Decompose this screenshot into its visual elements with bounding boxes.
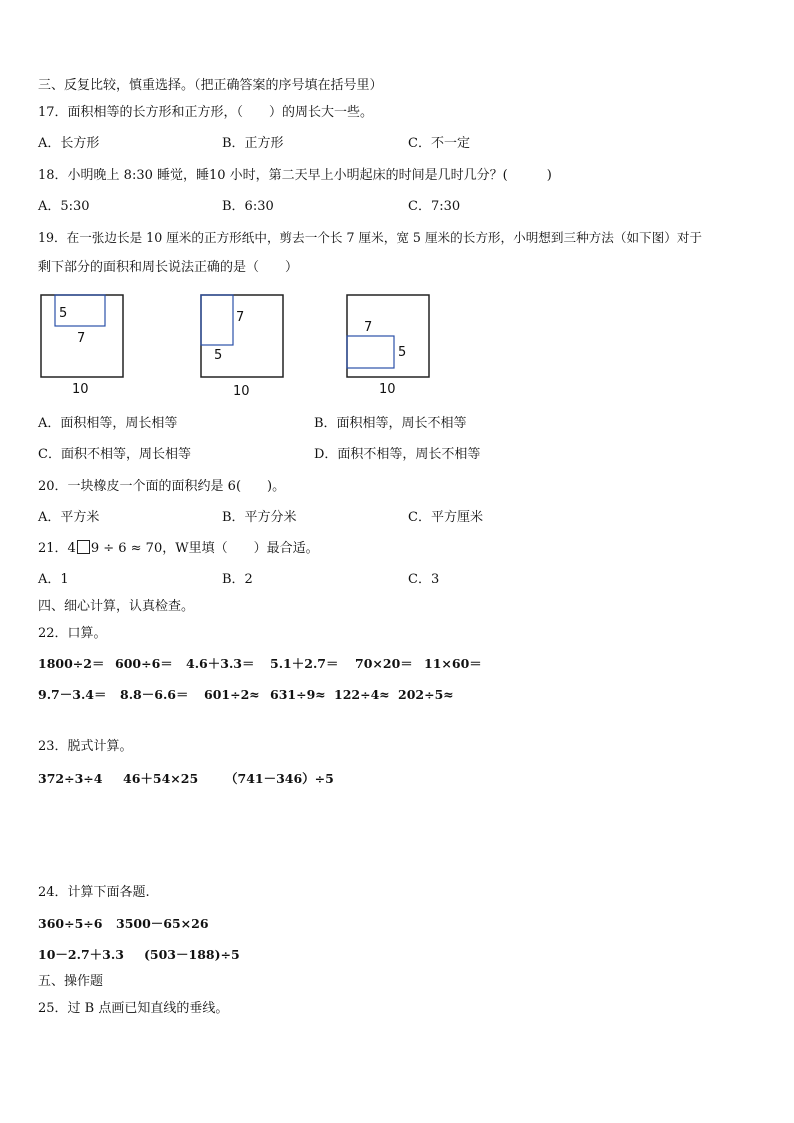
q19-figure-3-label-side: 10 (379, 382, 396, 397)
q18-option-a: A．5:30 (38, 199, 90, 214)
q19-figure-1-label-side: 10 (72, 382, 89, 397)
q19-figure-1-label-height: 5 (59, 306, 68, 321)
q22-item-9: 601÷2≈ (204, 687, 260, 702)
q19-option-d: D．面积不相等，周长不相等 (314, 447, 481, 462)
q19-figure-2-label-width: 7 (236, 310, 245, 325)
q19-stem-line1: 19．在一张边长是 10 厘米的正方形纸中，剪去一个长 7 厘米，宽 5 厘米的长方形，小明想到三种方法（如下图）对于 (38, 230, 703, 245)
q22-title: 22．口算。 (38, 626, 107, 641)
q19-figure-3 (342, 290, 442, 400)
q19-figure-2 (196, 290, 296, 402)
q19-figure-3-label-height: 5 (398, 345, 407, 360)
q19-figure-2-square (201, 295, 283, 377)
q23-item-3: （741－346）÷5 (225, 771, 334, 786)
q19-figure-3-label-width: 7 (364, 320, 373, 335)
q21-option-c: C．3 (408, 572, 440, 587)
q24-item-2: 3500－65×26 (116, 916, 209, 931)
q19-stem-line2: 剩下部分的面积和周长说法正确的是（ ） (38, 260, 299, 275)
q18-option-b: B．6:30 (222, 199, 274, 214)
q22-item-4: 5.1＋2.7＝ (270, 656, 339, 671)
q21-stem-suffix: 9 ÷ 6 ≈ 70，W里填（ ）最合适。 (90, 541, 319, 556)
q18-option-c: C．7:30 (408, 199, 461, 214)
q17-option-b: B．正方形 (222, 136, 284, 151)
q24-title: 24．计算下面各题. (38, 885, 150, 900)
q18-stem: 18．小明晚上 8:30 睡觉，睡10 小时，第二天早上小明起床的时间是几时几分？( ) (38, 168, 552, 183)
q19-figure-2-cut-rect (201, 295, 233, 345)
q22-item-6: 11×60＝ (424, 656, 482, 671)
q20-option-c: C．平方厘米 (408, 510, 483, 525)
q24-item-1: 360÷5÷6 (38, 916, 103, 931)
q19-option-c: C．面积不相等，周长相等 (38, 447, 191, 462)
q25-stem: 25．过 B 点画已知直线的垂线。 (38, 1001, 229, 1016)
q19-option-b: B．面积相等，周长不相等 (314, 416, 467, 431)
section-5-title: 五、操作题 (38, 974, 104, 989)
q23-item-1: 372÷3÷4 (38, 771, 103, 786)
q19-figure-1 (36, 290, 136, 400)
q19-figure-3-cut-rect (347, 336, 394, 368)
q22-item-1: 1800÷2＝ (38, 656, 105, 671)
q17-option-c: C．不一定 (408, 136, 470, 151)
section-3-title: 三、反复比较，慎重选择。（把正确答案的序号填在括号里） (38, 78, 383, 93)
q22-item-7: 9.7－3.4＝ (38, 687, 107, 702)
q22-item-5: 70×20＝ (355, 656, 413, 671)
q22-item-8: 8.8－6.6＝ (120, 687, 189, 702)
q21-blank-box (77, 540, 90, 554)
q20-option-b: B．平方分米 (222, 510, 297, 525)
q22-item-3: 4.6＋3.3＝ (186, 656, 255, 671)
q23-title: 23．脱式计算。 (38, 739, 133, 754)
q21-option-b: B．2 (222, 572, 253, 587)
q17-stem: 17．面积相等的长方形和正方形，（ ）的周长大一些。 (38, 105, 374, 120)
q24-item-4: (503－188)÷5 (144, 947, 240, 962)
q19-option-a: A．面积相等，周长相等 (38, 416, 178, 431)
q20-option-a: A．平方米 (38, 510, 100, 525)
q21-option-a: A．1 (38, 572, 69, 587)
q19-figure-1-label-width: 7 (77, 331, 86, 346)
q22-item-2: 600÷6＝ (115, 656, 173, 671)
q23-item-2: 46＋54×25 (123, 771, 199, 786)
q19-figure-2-label-height: 5 (214, 348, 223, 363)
q21-stem-prefix: 21．4 (38, 541, 76, 556)
q20-stem: 20．一块橡皮一个面的面积约是 6( )。 (38, 479, 286, 494)
section-4-title: 四、细心计算，认真检查。 (38, 599, 195, 614)
q19-figure-2-label-side: 10 (233, 384, 250, 399)
q24-item-3: 10－2.7＋3.3 (38, 947, 124, 962)
q22-item-10: 631÷9≈ (270, 687, 326, 702)
q21-stem (38, 540, 319, 558)
q22-item-11: 122÷4≈ (334, 687, 390, 702)
q17-option-a: A．长方形 (38, 136, 100, 151)
q22-item-12: 202÷5≈ (398, 687, 454, 702)
